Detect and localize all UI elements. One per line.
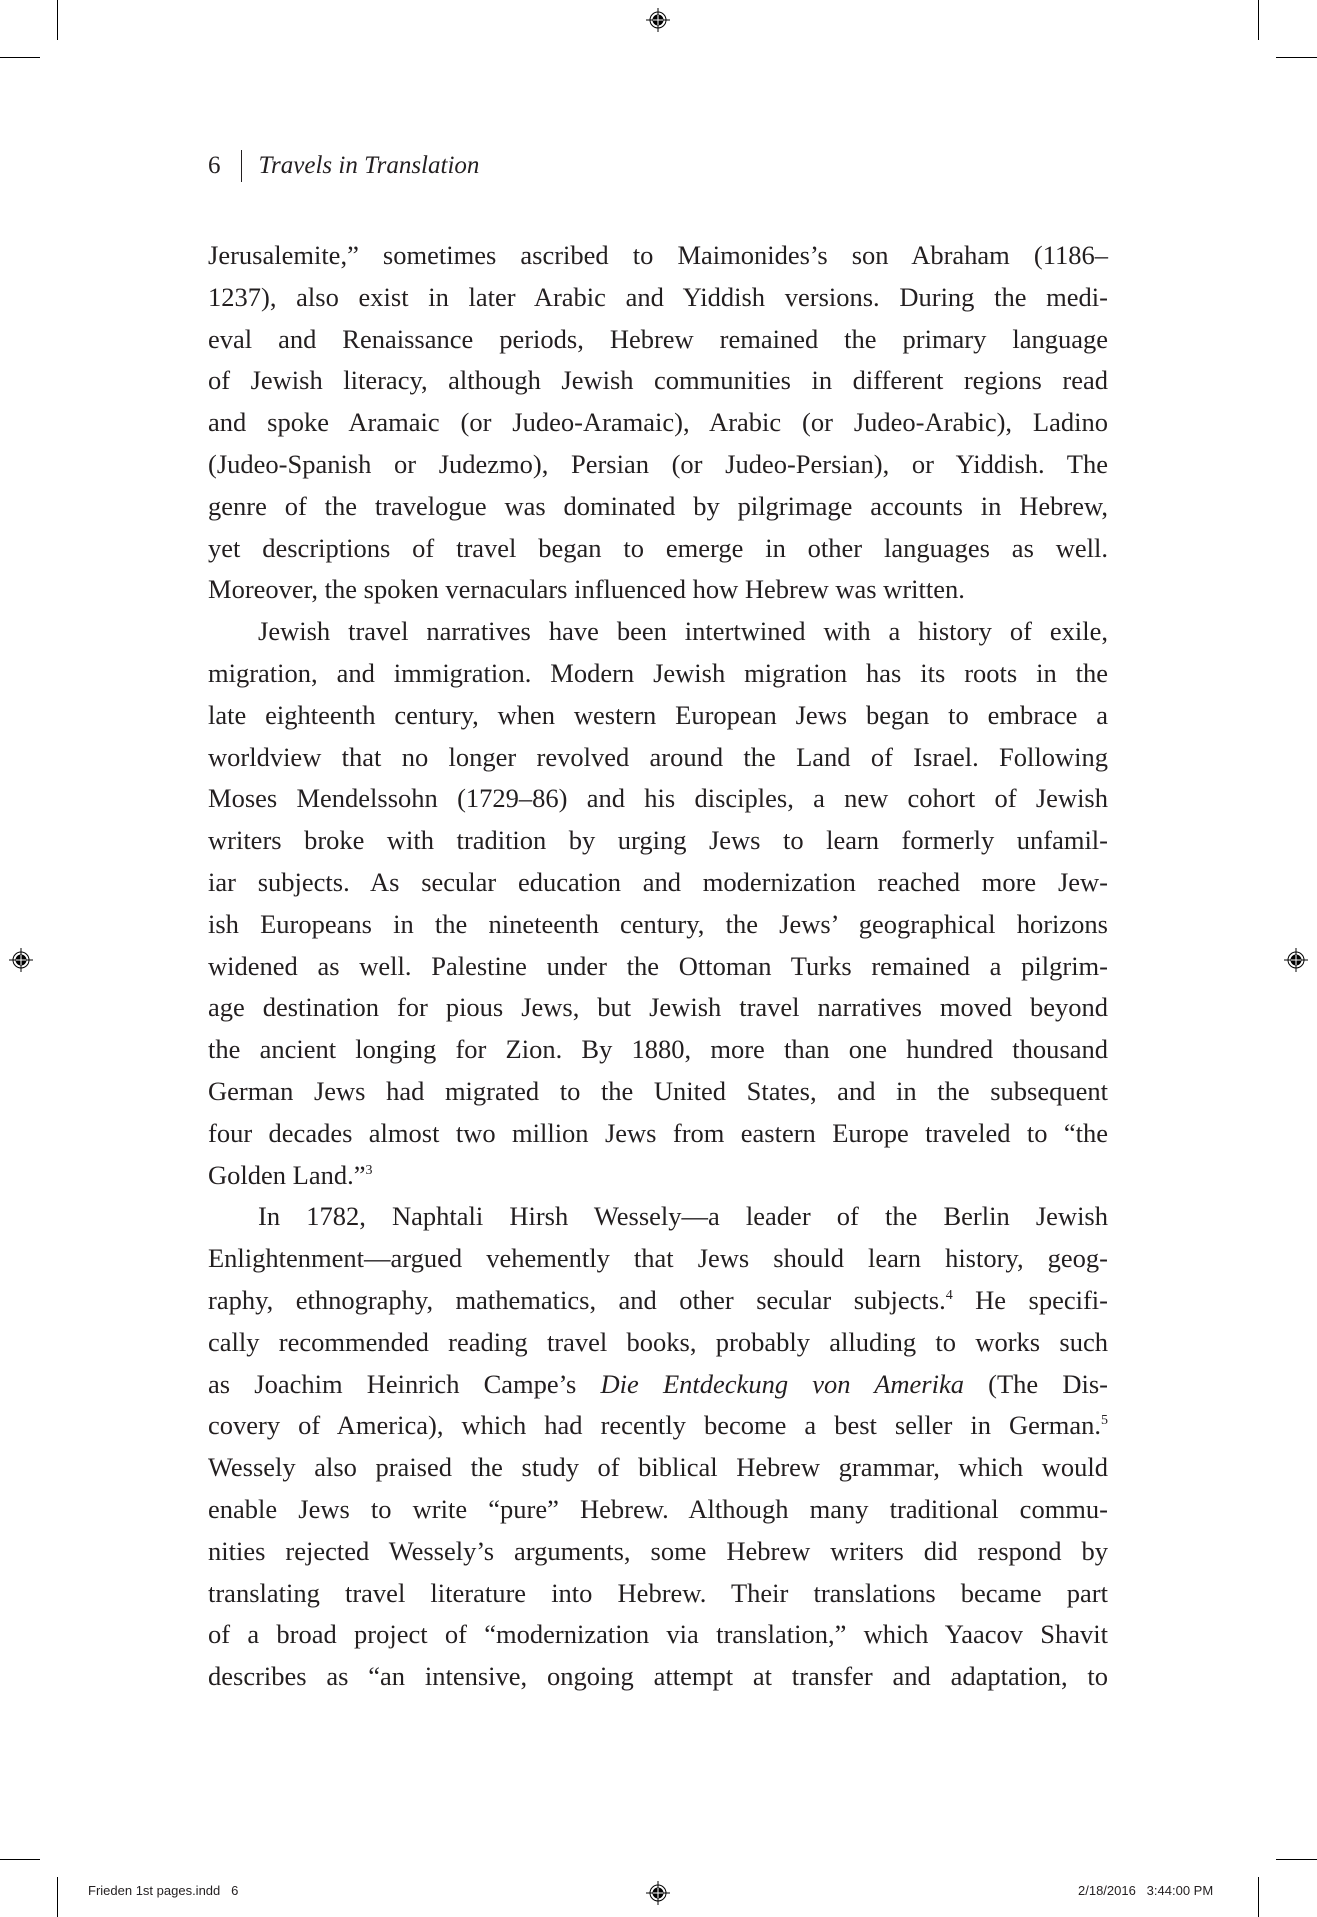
text-line: describes as “an intensive, ongoing attempt at transfer and adaptation, to xyxy=(208,1661,1108,1692)
footnote-ref[interactable]: 5 xyxy=(1101,1413,1108,1429)
running-head xyxy=(208,150,479,182)
text-line xyxy=(208,1155,1108,1197)
text-line xyxy=(208,1405,1108,1447)
registration-mark-right-icon xyxy=(1283,947,1309,973)
text-line: In 1782, Naphtali Hirsh Wessely—a leader of the Berlin Jewish xyxy=(258,1201,1108,1232)
text-line: age destination for pious Jews, but Jewish travel narratives moved beyond xyxy=(208,992,1108,1023)
text-line: nities rejected Wessely’s arguments, some Hebrew writers did respond by xyxy=(208,1535,1108,1566)
text-segment: Golden Land.” xyxy=(208,1159,366,1190)
text-line: worldview that no longer revolved around the Land of Israel. Following xyxy=(208,741,1108,772)
text-line: iar subjects. As secular education and modernization reached more Jew- xyxy=(208,866,1108,897)
text-line: of a broad project of “modernization via translation,” which Yaacov Shavit xyxy=(208,1619,1108,1650)
text-line xyxy=(208,1364,1108,1406)
footnote-ref[interactable]: 3 xyxy=(365,1162,373,1178)
crop-mark-top-right-horizontal xyxy=(1276,57,1317,58)
text-line: migration, and immigration. Modern Jewish migration has its roots in the xyxy=(208,657,1108,688)
text-line: late eighteenth century, when western European Jews began to embrace a xyxy=(208,699,1108,730)
text-line: yet descriptions of travel began to emerge in other languages as well. xyxy=(208,532,1108,563)
italic-book-title: Die Entdeckung von Amerika xyxy=(600,1368,964,1399)
text-segment: (The Dis- xyxy=(963,1368,1108,1399)
text-line: and spoke Aramaic (or Judeo-Aramaic), Arabic (or Judeo-Arabic), Ladino xyxy=(208,407,1108,438)
text-line: Jerusalemite,” sometimes ascribed to Maimonides’s son Abraham (1186– xyxy=(208,240,1108,270)
crop-mark-bottom-left-vertical xyxy=(57,1877,58,1917)
text-line: 1237), also exist in later Arabic and Yiddish versions. During the medi- xyxy=(208,281,1108,312)
crop-mark-bottom-left-horizontal xyxy=(0,1859,40,1860)
text-line: eval and Renaissance periods, Hebrew remained the primary language xyxy=(208,323,1108,354)
text-line: four decades almost two million Jews from eastern Europe traveled to “the xyxy=(208,1117,1108,1148)
text-line: of Jewish literacy, although Jewish communities in different regions read xyxy=(208,365,1108,396)
crop-mark-top-right-vertical xyxy=(1258,0,1259,40)
crop-mark-top-left-horizontal xyxy=(0,57,40,58)
running-head-divider xyxy=(241,150,242,182)
page-number: 6 xyxy=(208,152,221,179)
text-segment: He specifi- xyxy=(952,1284,1108,1315)
body-text xyxy=(208,235,1108,1698)
text-line: German Jews had migrated to the United States, and in the subsequent xyxy=(208,1075,1108,1106)
text-line: widened as well. Palestine under the Ottoman Turks remained a pilgrim- xyxy=(208,950,1108,981)
text-line: ish Europeans in the nineteenth century, the Jews’ geographical horizons xyxy=(208,908,1108,939)
text-line: translating travel literature into Hebrew. Their translations became part xyxy=(208,1577,1108,1608)
text-line: Wessely also praised the study of biblical Hebrew grammar, which would xyxy=(208,1452,1108,1483)
text-line: Jewish travel narratives have been intertwined with a history of exile, xyxy=(258,616,1108,647)
paragraph xyxy=(208,235,1108,611)
registration-mark-top-icon xyxy=(645,7,671,33)
text-line: the ancient longing for Zion. By 1880, more than one hundred thousand xyxy=(208,1034,1108,1065)
text-line: Moses Mendelssohn (1729–86) and his disciples, a new cohort of Jewish xyxy=(208,783,1108,814)
footnote-ref[interactable]: 4 xyxy=(945,1287,953,1303)
crop-mark-top-left-vertical xyxy=(57,0,58,40)
text-segment: covery of America), which had recently become a best seller in German. xyxy=(208,1410,1101,1441)
paragraph xyxy=(208,611,1108,1196)
text-line xyxy=(208,1280,1108,1322)
crop-mark-bottom-right-vertical xyxy=(1258,1877,1259,1917)
slug-timestamp: 2/18/2016 3:44:00 PM xyxy=(1078,1883,1214,1898)
registration-mark-bottom-icon xyxy=(645,1880,671,1906)
text-line: writers broke with tradition by urging Jews to learn formerly unfamil- xyxy=(208,825,1108,856)
paragraph xyxy=(208,1196,1108,1698)
text-line: Moreover, the spoken vernaculars influenced how Hebrew was written. xyxy=(208,574,965,605)
text-line: Enlightenment—argued vehemently that Jews should learn history, geog- xyxy=(208,1243,1108,1274)
text-line: cally recommended reading travel books, probably alluding to works such xyxy=(208,1326,1108,1357)
text-line: enable Jews to write “pure” Hebrew. Although many traditional commu- xyxy=(208,1493,1108,1524)
text-segment: as Joachim Heinrich Campe’s xyxy=(208,1368,601,1399)
registration-mark-left-icon xyxy=(8,947,34,973)
text-line: (Judeo-Spanish or Judezmo), Persian (or Judeo-Persian), or Yiddish. The xyxy=(208,448,1108,479)
slug-file-label: Frieden 1st pages.indd 6 xyxy=(88,1883,239,1898)
text-segment: raphy, ethnography, mathematics, and other secular subjects. xyxy=(208,1284,946,1315)
book-title: Travels in Translation xyxy=(258,152,480,179)
crop-mark-bottom-right-horizontal xyxy=(1276,1859,1317,1860)
text-line: genre of the travelogue was dominated by pilgrimage accounts in Hebrew, xyxy=(208,490,1108,521)
